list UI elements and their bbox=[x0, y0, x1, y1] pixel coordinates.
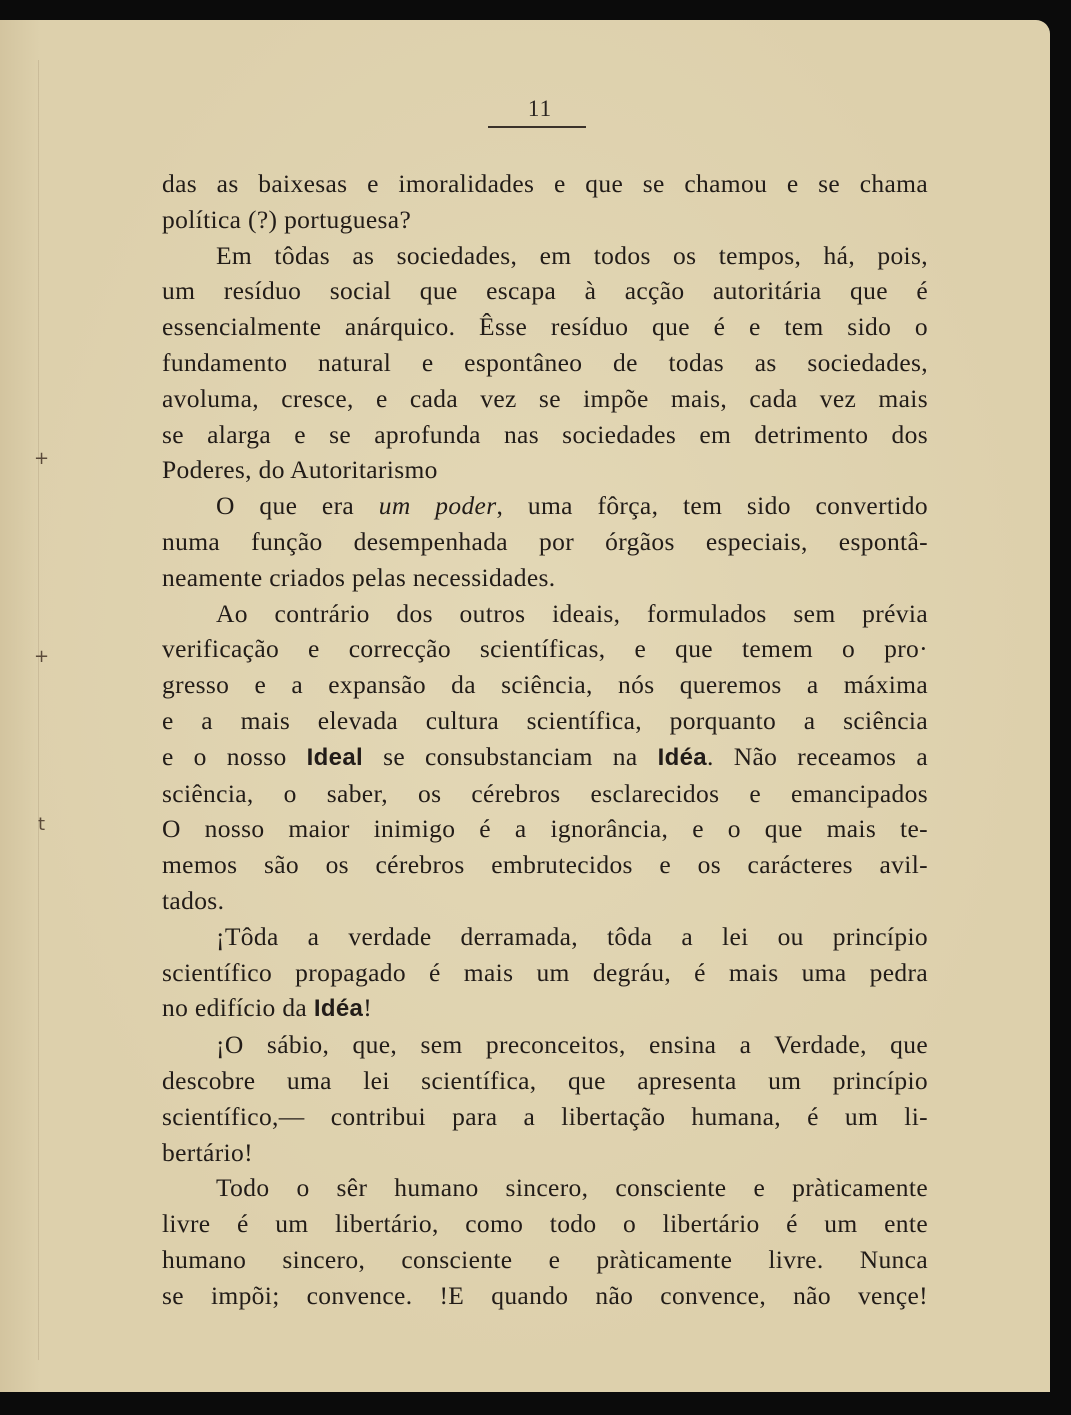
text-line: essencialmente anárquico. Êsse resíduo que é e tem sido o bbox=[162, 312, 928, 342]
text-line: se impõi; convence. !E quando não convence, não vençe! bbox=[162, 1280, 928, 1310]
text-line: ¡Tôda a verdade derramada, tôda a lei ou princípio bbox=[216, 921, 928, 951]
text-line: e a mais elevada cultura scientífica, porquanto a sciência bbox=[162, 705, 928, 735]
text-line: das as baixesas e imoralidades e que se chamou e se chama bbox=[162, 169, 928, 198]
text-line: verificação e correcção scientíficas, e que temem o pro· bbox=[162, 634, 928, 664]
page-number: 11 bbox=[527, 96, 553, 121]
text-line: descobre uma lei scientífica, que apresenta um princípio bbox=[162, 1065, 928, 1095]
text-line: avoluma, cresce, e cada vez se impõe mais, cada vez mais bbox=[162, 383, 928, 413]
bold-span: Idéa bbox=[313, 995, 364, 1023]
text-line: Todo o sêr humano sincero, consciente e pràticamente bbox=[216, 1173, 928, 1203]
text-line: humano sincero, consciente e pràticamente livre. Nunca bbox=[162, 1244, 928, 1274]
text-line bbox=[162, 488, 928, 524]
text-line: um resíduo social que escapa à acção autoritária que é bbox=[162, 276, 928, 306]
text-line: scientífico,— contribui para a libertação humana, é um li- bbox=[162, 1101, 928, 1131]
text-span: e o nosso bbox=[162, 741, 307, 771]
text-span: O que era bbox=[216, 491, 379, 521]
margin-mark: + bbox=[34, 448, 50, 469]
header-rule bbox=[488, 126, 586, 128]
text-span: , uma fôrça, tem sido convertido bbox=[496, 491, 928, 521]
book-page bbox=[0, 20, 1050, 1392]
text-line: numa função desempenhada por órgãos especiais, espontâ- bbox=[162, 526, 928, 556]
text-span: ! bbox=[363, 993, 373, 1023]
text-line: Poderes, do Autoritarismo bbox=[162, 455, 438, 485]
text-line: política (?) portuguesa? bbox=[162, 204, 412, 234]
text-span: no edifício da bbox=[162, 993, 314, 1023]
text-line: livre é um libertário, como todo o libertário é um ente bbox=[162, 1209, 928, 1239]
margin-mark: + bbox=[34, 646, 50, 667]
bold-span: Ideal bbox=[306, 743, 364, 771]
text-line: gresso e a expansão da sciência, nós queremos a máxima bbox=[162, 670, 928, 700]
text-span: se consubstanciam na bbox=[363, 741, 658, 771]
text-span: . Não receamos a bbox=[707, 741, 928, 771]
body-text bbox=[162, 166, 928, 1314]
page-gutter bbox=[38, 60, 39, 1360]
bold-span: Idéa bbox=[657, 743, 707, 771]
text-line: Em tôdas as sociedades, em todos os tempos, há, pois, bbox=[216, 240, 928, 270]
text-line: ¡O sábio, que, sem preconceitos, ensina a Verdade, que bbox=[216, 1030, 928, 1060]
text-line: tados. bbox=[162, 885, 225, 915]
text-line: bertário! bbox=[162, 1137, 253, 1167]
text-line: se alarga e se aprofunda nas sociedades em detrimento dos bbox=[162, 419, 928, 449]
text-line bbox=[162, 990, 928, 1027]
text-line bbox=[162, 739, 928, 776]
text-line: neamente criados pelas necessidades. bbox=[162, 562, 556, 592]
text-line: memos são os cérebros embrutecidos e os carácteres avil- bbox=[162, 850, 928, 880]
italic-span: um poder bbox=[378, 491, 497, 521]
text-line: O nosso maior inimigo é a ignorância, e o que mais te- bbox=[162, 814, 928, 844]
text-line: Ao contrário dos outros ideais, formulados sem prévia bbox=[216, 598, 928, 628]
text-line: fundamento natural e espontâneo de todas as sociedades, bbox=[162, 347, 928, 377]
margin-mark: t bbox=[38, 814, 46, 835]
text-line: sciência, o saber, os cérebros esclarecidos e emancipados bbox=[162, 778, 928, 808]
text-line: scientífico propagado é mais um degráu, é mais uma pedra bbox=[162, 957, 928, 987]
